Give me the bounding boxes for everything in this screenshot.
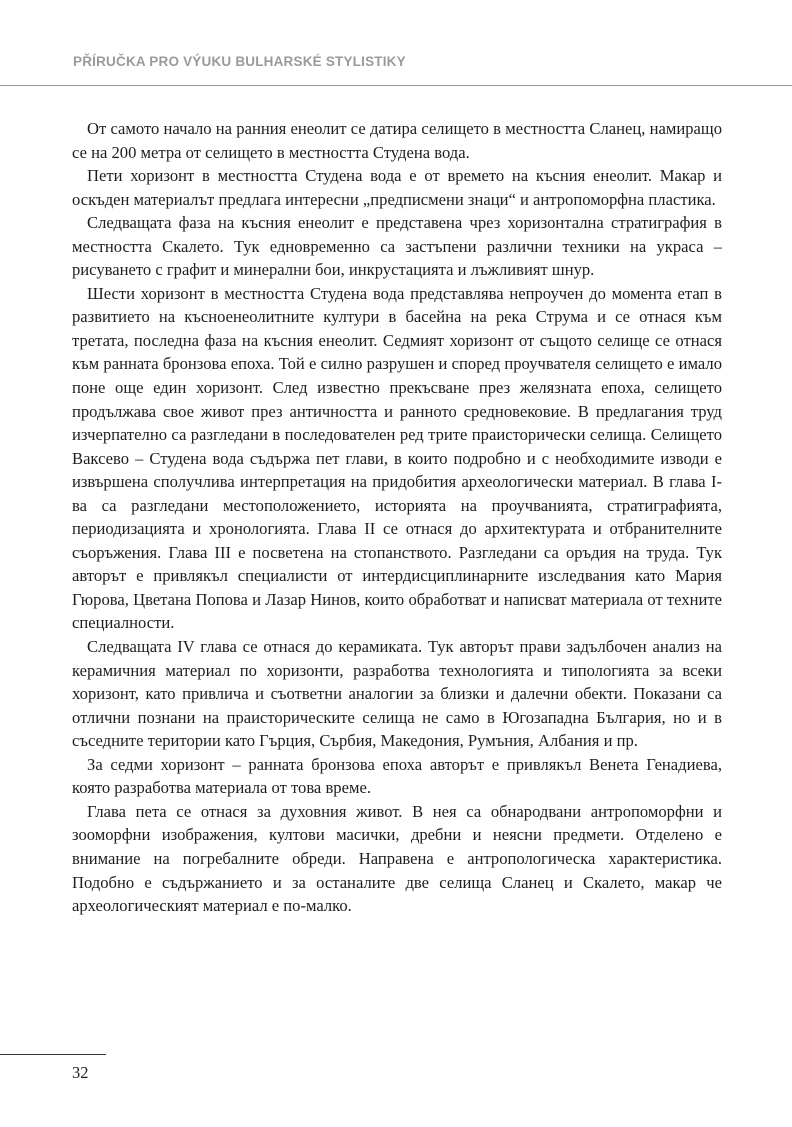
body-text — [72, 117, 722, 918]
paragraph: За седми хоризонт – ранната бронзова епоха авторът е привлякъл Венета Генадиева, която разработва материала от това време. — [72, 754, 722, 798]
paragraph: Пети хоризонт в местността Студена вода е от времето на късния енеолит. Макар и оскъден материалът предлага интересни „предписмени знаци“ и антропоморфна пластика. — [72, 166, 722, 209]
running-header: PŘÍRUČKA PRO VÝUKU BULHARSKÉ STYLISTIKY — [73, 54, 406, 69]
paragraph: От самото начало на ранния енеолит се датира селището в местността Сланец, намиращо се на 200 метра от селището в местността Студена вода. — [72, 119, 722, 162]
footer-rule — [0, 1054, 106, 1055]
paragraph: Следващата фаза на късния енеолит е представена чрез хоризонтална стратиграфия в местността Скалето. Тук едновременно са застъпени различни техники на украса – рисуването с графит и минерални бои, инкрустацията и лъжливият шнур. — [72, 213, 722, 280]
header-rule — [0, 85, 792, 86]
paragraph: Следващата IV глава се отнася до керамиката. Тук авторът прави задълбочен анализ на керамичния материал по хоризонти, разработва технологията и типологията за всеки хоризонт, като привлича и съответни аналогии за близки и далечни обекти. Показани са отлични познани на праисторическите селища не само в Югозападна България, но и в съседните територии като Гърция, Сърбия, Македония, Румъния, Албания и пр. — [72, 637, 722, 751]
page-number: 32 — [72, 1063, 89, 1082]
paragraph: Глава пета се отнася за духовния живот. В нея са обнародвани антропоморфни и зооморфни изображения, култови масички, дребни и неясни предмети. Отделено е внимание на погребалните обреди. Направена е антропологическа характеристика. Подобно е съдържанието и за останалите две селища Сланец и Скалето, макар че археологическият материал е по-малко. — [72, 801, 722, 916]
paragraph: Шести хоризонт в местността Студена вода представлява непроучен до момента етап в развитието на късноенеолитните култури в басейна на река Струма и се отнася към третата, последна фаза на късния енеолит. Седмият хоризонт от същото селище се отнася към ранната бронзова епоха. Той е силно разрушен и според проучвателя селището е имало поне още един хоризонт. След известно прекъсване през желязната епоха, селището продължава свое живот през античността и ранното средновековие. В предлагания труд изчерпателно са разгледани в последователен ред трите праисторически селища. Селището Ваксево – Студена вода съдържа пет глави, в които подробно и с необходимите изводи е извършена сполучлива интерпретация на придобития археологически материал. В глава I-ва са разгледани местоположението, историята на проучванията, стратиграфията, периодизацията и хронологията. Глава II се отнася до архитектурата и отбранителните съоръжения. Глава III е посветена на стопанството. Разгледани са оръдия на труда. Тук авторът е привлякъл специалисти от интердисциплинарните изследвания като Мария Гюрова, Цветана Попова и Лазар Нинов, които обработват и написват материала от техните специалности. — [72, 283, 722, 633]
